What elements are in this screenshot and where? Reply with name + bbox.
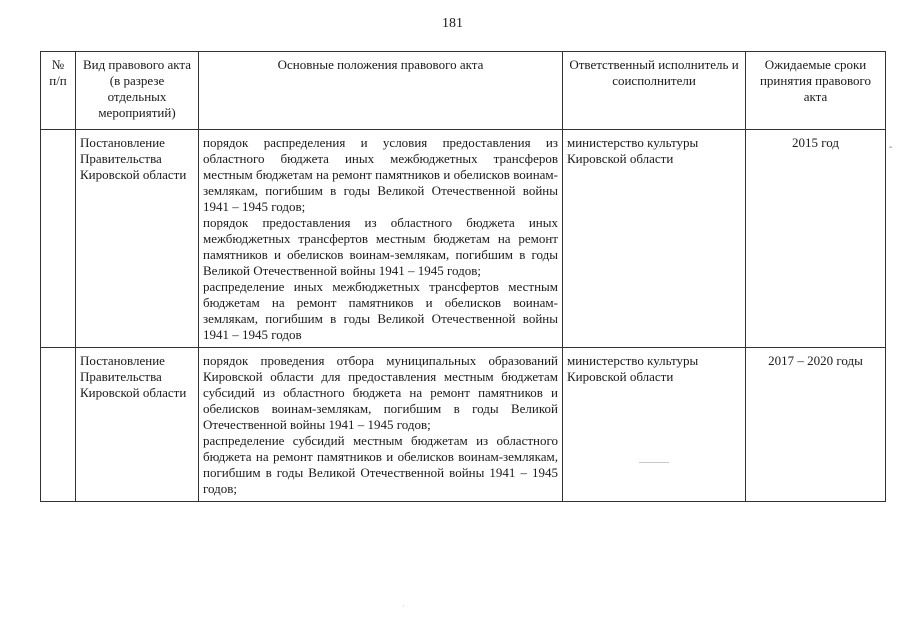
table-row (41, 348, 886, 502)
table-row (41, 130, 886, 348)
row-responsible (563, 348, 746, 502)
row-deadline: 2015 год (746, 130, 886, 348)
row-act-type: Постановление Правительства Кировской области (76, 130, 199, 348)
provision-item: распределение субсидий местным бюджетам из областного бюджета на ремонт памятников и обелисков воинам-землякам, погибшим в годы Великой Отечественной войны 1941 – 1945 годов; (203, 433, 558, 496)
row-responsible: министерство культуры Кировской области (563, 130, 746, 348)
provision-item: порядок предоставления из областного бюджета иных межбюджетных трансфертов местным бюджетам на ремонт памятников и обелисков воинам-землякам, погибшим в годы Великой Отечественной войны 1941 – 1945 годов; (203, 215, 558, 278)
header-provisions: Основные положения правового акта (199, 52, 563, 130)
provision-item: распределение иных межбюджетных трансфертов местным бюджетам на ремонт памятников и обелисков воинам-землякам, погибшим в годы Великой Отечественной войны 1941 – 1945 годов (203, 279, 558, 342)
row-number (41, 130, 76, 348)
scan-dot: · (402, 602, 405, 611)
table-header-row (41, 52, 886, 130)
header-deadline: Ожидаемые сроки принятия правового акта (746, 52, 886, 130)
scan-tick-mark: ˆ (889, 146, 893, 157)
row-act-type: Постановление Правительства Кировской области (76, 348, 199, 502)
header-act-type: Вид правового акта (в разрезе отдельных мероприятий) (76, 52, 199, 130)
header-responsible: Ответственный исполнитель и соисполнители (563, 52, 746, 130)
row-responsible-text: министерство культуры Кировской области (567, 353, 699, 384)
page-number: 181 (442, 16, 463, 31)
legal-acts-table (40, 51, 886, 502)
row-provisions (199, 130, 563, 348)
provision-item: порядок распределения и условия предоставления из областного бюджета иных межбюджетных трансферов местным бюджетам на ремонт памятников и обелисков воинам-землякам, погибшим в годы Великой Отечественной войны 1941 – 1945 годов; (203, 135, 558, 214)
provision-item: порядок проведения отбора муниципальных образований Кировской области для предоставления местным бюджетам субсидий из областного бюджета на ремонт памятников и обелисков воинам-землякам, погибшим в годы Великой Отечественной войны 1941 – 1945 годов; (203, 353, 558, 432)
header-number: № п/п (41, 52, 76, 130)
row-number (41, 348, 76, 502)
row-provisions (199, 348, 563, 502)
row-deadline: 2017 – 2020 годы (746, 348, 886, 502)
scan-mark: ——— (639, 457, 669, 468)
